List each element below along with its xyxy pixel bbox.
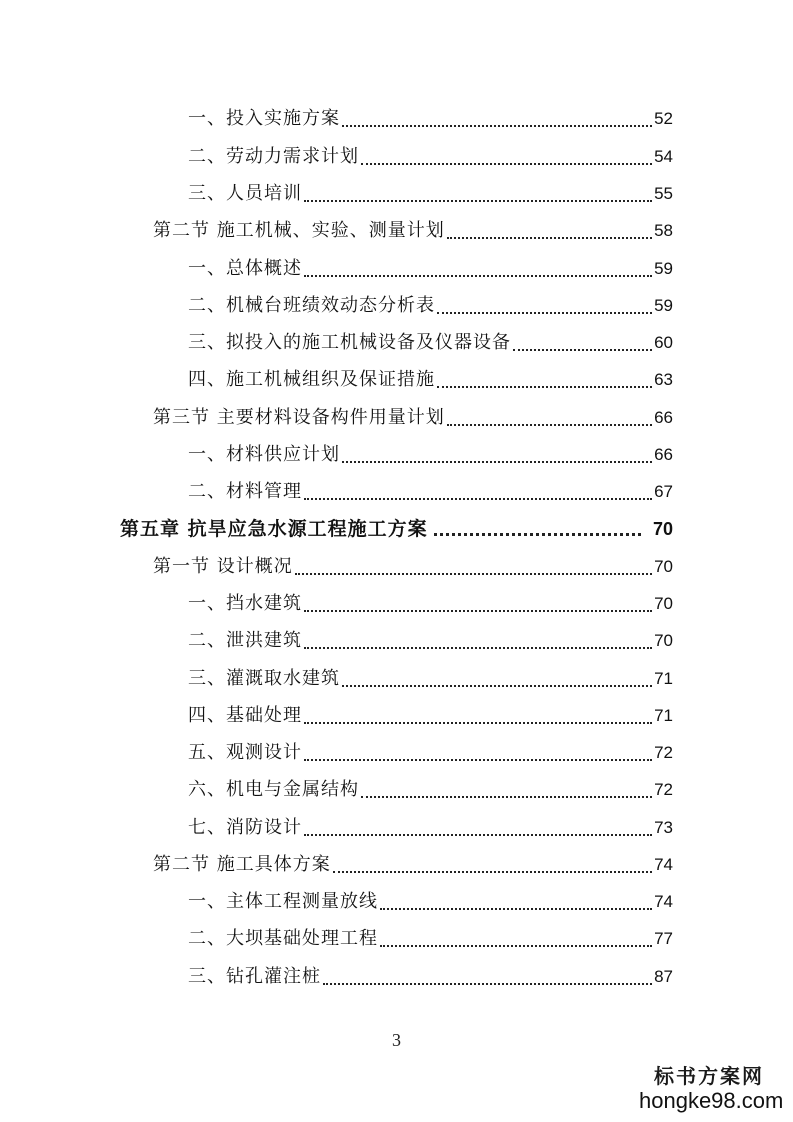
toc-entry-page: 74 [654,892,673,911]
toc-entry[interactable] [188,740,673,766]
toc-entry-title: 二、大坝基础处理工程 [188,928,378,949]
toc-entry-page: 52 [654,109,673,128]
toc-entry-page: 87 [654,967,673,986]
toc-leader-dots [323,964,652,990]
toc-leader-dots [304,256,652,282]
toc-entry[interactable] [188,703,673,729]
toc-entry[interactable] [188,926,673,952]
toc-entry-title: 四、基础处理 [188,705,302,726]
toc-leader-dots [361,144,652,170]
watermark-logo [639,1064,784,1114]
toc-entry-title: 二、劳动力需求计划 [188,146,359,167]
toc-entry[interactable] [188,367,673,393]
toc-entry-page: 60 [654,333,673,352]
toc-leader-dots [437,293,652,319]
toc-entry-page: 54 [654,147,673,166]
toc-entry-title: 二、机械台班绩效动态分析表 [188,295,435,316]
toc-entry-page: 77 [654,929,673,948]
toc-entry-title: 一、挡水建筑 [188,593,302,614]
toc-entry-title: 第三节 主要材料设备构件用量计划 [153,407,445,428]
toc-entry-page: 59 [654,259,673,278]
toc-entry-title: 一、投入实施方案 [188,108,340,129]
toc-leader-dots [304,479,652,505]
toc-entry[interactable] [188,144,673,170]
toc-entry-title: 二、泄洪建筑 [188,630,302,651]
toc-leader-dots [447,218,652,244]
toc-entry[interactable] [188,256,673,282]
toc-leader-dots [380,926,652,952]
toc-entry-title: 三、灌溉取水建筑 [188,668,340,689]
toc-entry[interactable] [188,628,673,654]
toc-entry[interactable] [188,479,673,505]
toc-entry[interactable] [188,181,673,207]
toc-entry[interactable] [188,815,673,841]
toc-entry[interactable] [188,591,673,617]
toc-section-entry[interactable] [153,554,673,580]
toc-entry[interactable] [188,330,673,356]
toc-entry-title: 四、施工机械组织及保证措施 [188,369,435,390]
toc-entry-title: 三、拟投入的施工机械设备及仪器设备 [188,332,511,353]
toc-leader-dots [361,777,652,803]
toc-entry-title: 一、总体概述 [188,258,302,279]
toc-entry-page: 58 [654,221,673,240]
toc-entry-title: 一、主体工程测量放线 [188,891,378,912]
toc-entry[interactable] [188,889,673,915]
toc-section-entry[interactable] [153,405,673,431]
toc-entry-title: 第一节 设计概况 [153,556,293,577]
toc-entry[interactable] [188,666,673,692]
toc-leader-dots [342,106,652,132]
toc-entry-page: 70 [654,594,673,613]
watermark-title: 标书方案网 [654,1064,764,1088]
toc-leader-dots [304,591,652,617]
toc-leader-dots [430,516,651,542]
toc-entry-title: 第五章 抗旱应急水源工程施工方案 [120,518,428,540]
toc-leader-dots [295,554,652,580]
toc-section-entry[interactable] [153,218,673,244]
toc-entry[interactable] [188,442,673,468]
toc-leader-dots [304,815,652,841]
toc-leader-dots [333,852,652,878]
toc-entry-title: 第二节 施工具体方案 [153,854,331,875]
toc-leader-dots [437,367,652,393]
watermark-url: hongke98.com [639,1088,784,1113]
toc-entry-page: 59 [654,296,673,315]
toc-entry-title: 六、机电与金属结构 [188,779,359,800]
toc-entry-title: 三、人员培训 [188,183,302,204]
toc-entry-page: 66 [654,445,673,464]
toc-entry-title: 七、消防设计 [188,817,302,838]
toc-entry-page: 67 [654,482,673,501]
toc-entry-page: 66 [654,408,673,427]
toc-entry-title: 三、钻孔灌注桩 [188,966,321,987]
toc-entry-page: 70 [654,557,673,576]
toc-entry[interactable] [188,777,673,803]
toc-entry-title: 二、材料管理 [188,481,302,502]
toc-entry-page: 70 [654,631,673,650]
toc-entry-title: 第二节 施工机械、实验、测量计划 [153,220,445,241]
toc-entry-page: 73 [654,818,673,837]
toc-entry-page: 55 [654,184,673,203]
toc-entry-page: 71 [654,669,673,688]
toc-entry-page: 63 [654,370,673,389]
toc-leader-dots [380,889,652,915]
toc-entry-title: 一、材料供应计划 [188,444,340,465]
toc-leader-dots [513,330,652,356]
toc-entry[interactable] [188,106,673,132]
toc-leader-dots [447,405,652,431]
toc-entry-title: 五、观测设计 [188,742,302,763]
toc-leader-dots [304,740,652,766]
toc-leader-dots [304,703,652,729]
toc-entry-page: 72 [654,780,673,799]
toc-entry[interactable] [188,964,673,990]
page-number: 3 [392,1030,401,1050]
toc-entry-page: 71 [654,706,673,725]
toc-leader-dots [342,666,652,692]
toc-chapter-entry[interactable] [120,516,673,542]
toc-leader-dots [304,181,652,207]
toc-leader-dots [342,442,652,468]
toc-entry-page: 74 [654,855,673,874]
toc-entry-page: 70 [652,519,673,539]
toc-section-entry[interactable] [153,852,673,878]
toc-entry[interactable] [188,293,673,319]
toc-leader-dots [304,628,652,654]
toc-entry-page: 72 [654,743,673,762]
